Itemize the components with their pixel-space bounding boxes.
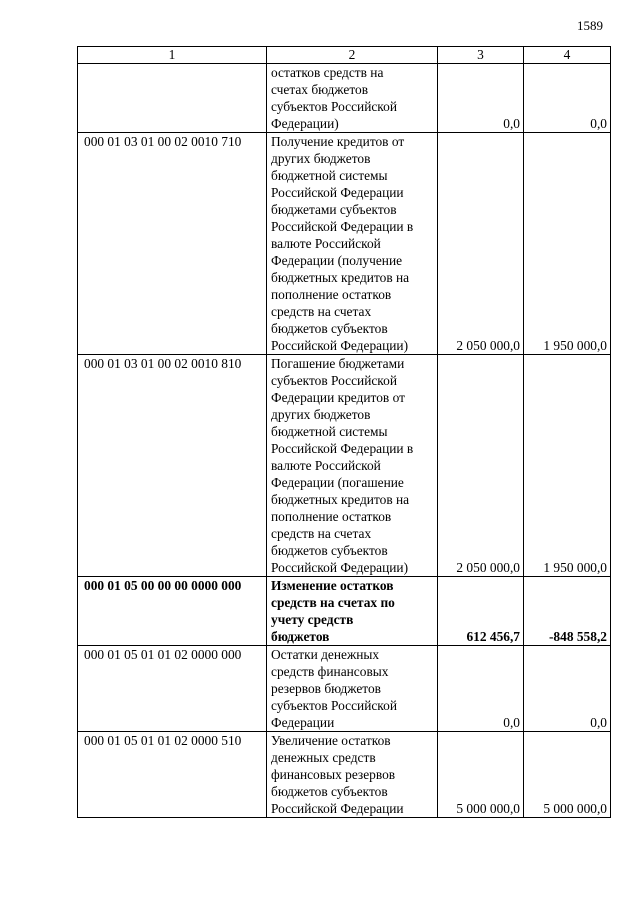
row-code: 000 01 03 01 00 02 0010 710 — [78, 133, 267, 355]
row-description: Погашение бюджетами субъектов Российской Федерации кредитов от других бюджетов бюджетной системы Российской Федерации в валюте Российской Федерации (погашение бюджетных кредитов на пополнение остатков средств на счетах бюджетов субъектов Российской Федерации) — [267, 355, 438, 577]
row-code — [78, 64, 267, 133]
row-description: Изменение остатков средств на счетах по учету средств бюджетов — [267, 577, 438, 646]
table-row — [78, 64, 611, 133]
page-number: 1589 — [577, 18, 603, 33]
row-code: 000 01 03 01 00 02 0010 810 — [78, 355, 267, 577]
header-col-4: 4 — [524, 47, 611, 64]
header-col-3: 3 — [438, 47, 524, 64]
row-code: 000 01 05 01 01 02 0000 510 — [78, 732, 267, 818]
row-value-col3: 0,0 — [438, 646, 524, 732]
row-value-col4: 0,0 — [524, 646, 611, 732]
row-value-col3: 2 050 000,0 — [438, 133, 524, 355]
row-description: Остатки денежных средств финансовых резервов бюджетов субъектов Российской Федерации — [267, 646, 438, 732]
row-value-col4: 1 950 000,0 — [524, 355, 611, 577]
row-code: 000 01 05 01 01 02 0000 000 — [78, 646, 267, 732]
row-value-col4: 5 000 000,0 — [524, 732, 611, 818]
row-code: 000 01 05 00 00 00 0000 000 — [78, 577, 267, 646]
budget-sources-table — [77, 46, 611, 818]
row-value-col3: 612 456,7 — [438, 577, 524, 646]
table-row — [78, 133, 611, 355]
table-row — [78, 355, 611, 577]
row-description: Получение кредитов от других бюджетов бюджетной системы Российской Федерации бюджетами субъектов Российской Федерации в валюте Российской Федерации (получение бюджетных кредитов на пополнение остатков средств на счетах бюджетов субъектов Российской Федерации) — [267, 133, 438, 355]
table-row-total — [78, 577, 611, 646]
row-value-col4: 1 950 000,0 — [524, 133, 611, 355]
row-value-col4: -848 558,2 — [524, 577, 611, 646]
row-description: остатков средств на счетах бюджетов субъектов Российской Федерации) — [267, 64, 438, 133]
row-value-col3: 5 000 000,0 — [438, 732, 524, 818]
header-col-1: 1 — [78, 47, 267, 64]
table-row — [78, 732, 611, 818]
row-description: Увеличение остатков денежных средств финансовых резервов бюджетов субъектов Российской Федерации — [267, 732, 438, 818]
table-row — [78, 646, 611, 732]
row-value-col4: 0,0 — [524, 64, 611, 133]
header-row — [78, 47, 611, 64]
row-value-col3: 0,0 — [438, 64, 524, 133]
row-value-col3: 2 050 000,0 — [438, 355, 524, 577]
header-col-2: 2 — [267, 47, 438, 64]
